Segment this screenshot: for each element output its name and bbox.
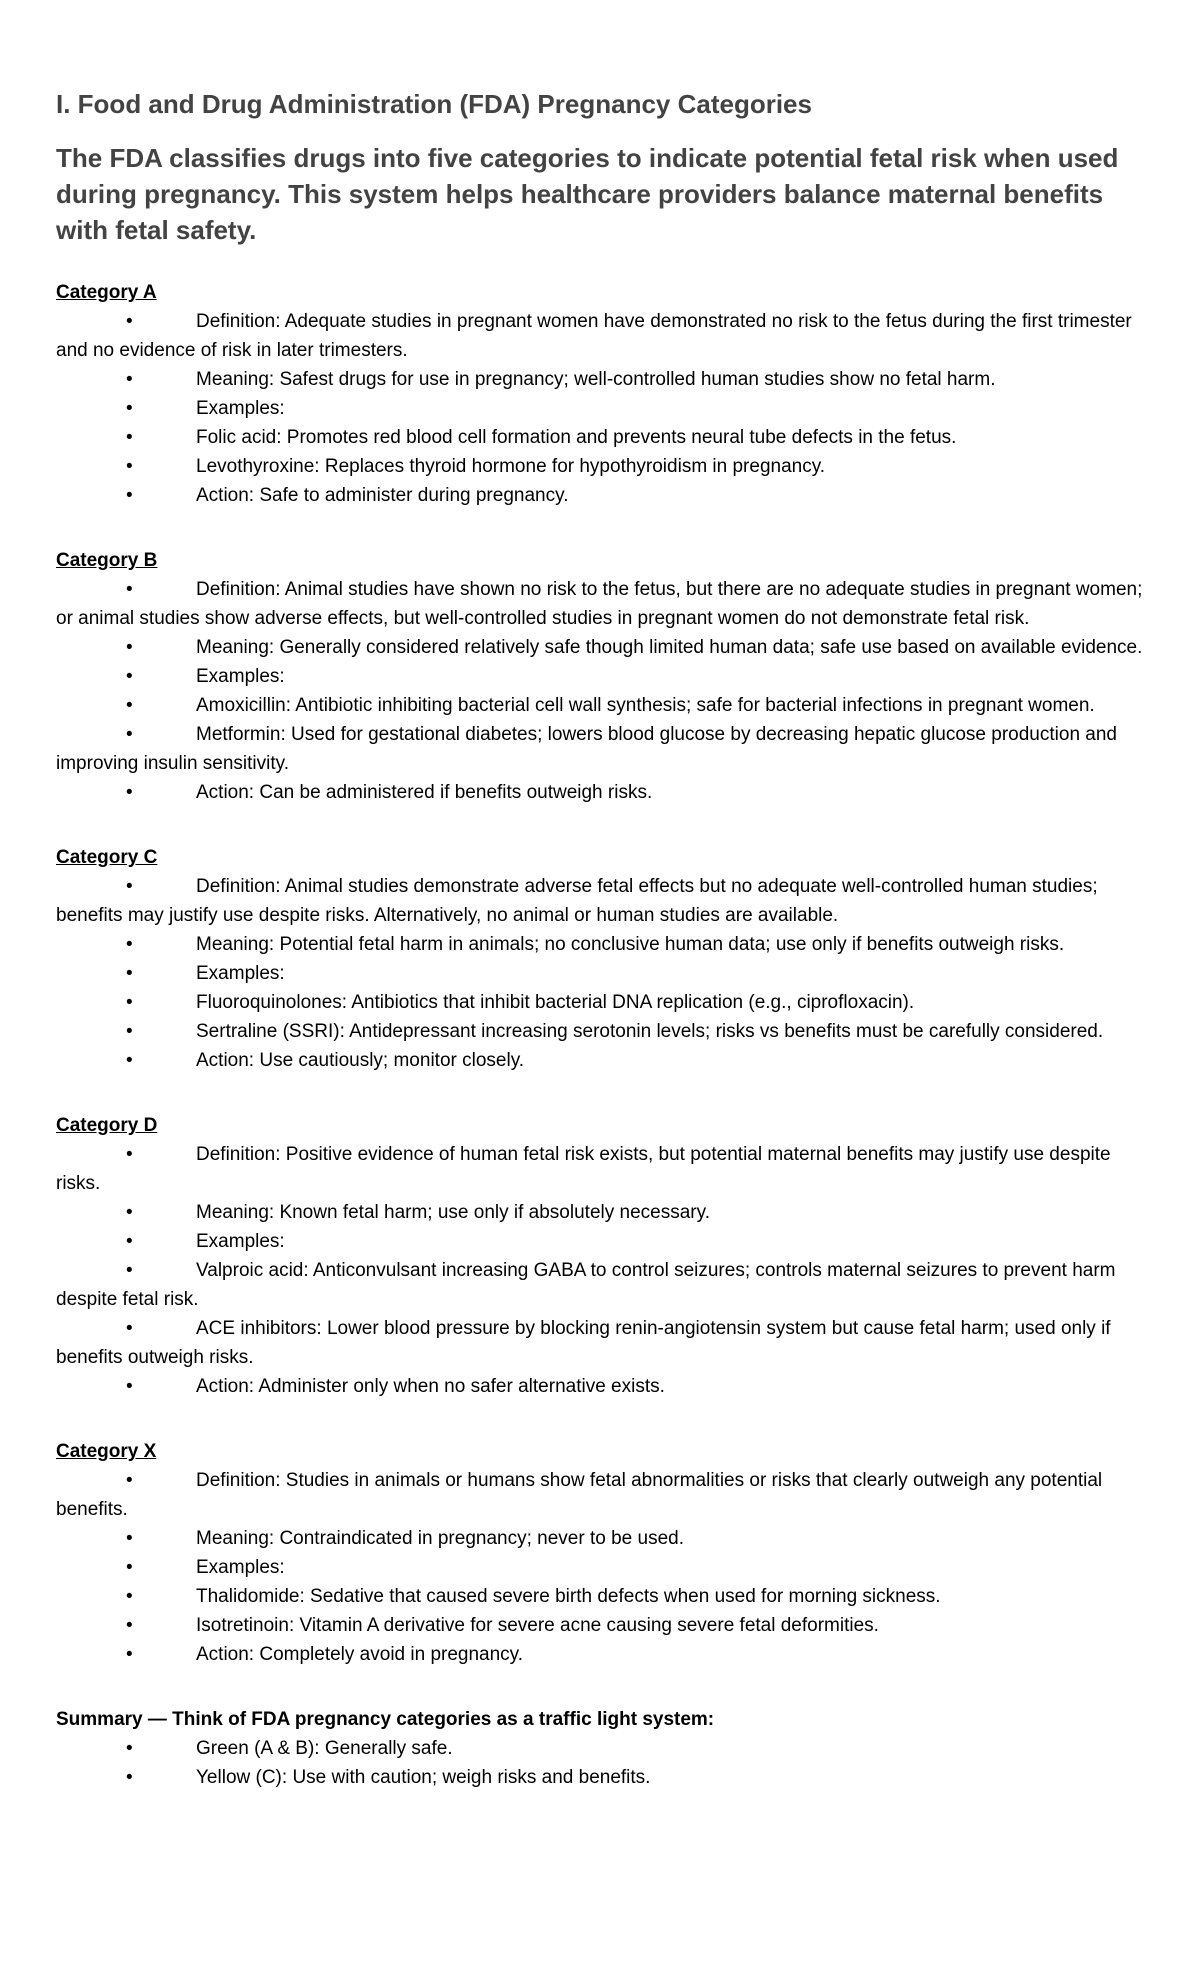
page-title: I. Food and Drug Administration (FDA) Pregnancy Categories — [56, 89, 812, 119]
bullet-icon: • — [126, 876, 133, 897]
bullet-item — [56, 1553, 1146, 1582]
category-section — [56, 843, 1146, 1075]
bullet-item — [56, 1256, 1146, 1314]
bullet-icon: • — [126, 992, 133, 1013]
bullet-icon: • — [126, 1528, 133, 1549]
bullet-text: Definition: Studies in animals or humans show fetal abnormalities or risks that clearly outweigh any potential benefits. — [56, 1470, 1103, 1520]
bullet-icon: • — [126, 1470, 133, 1491]
bullet-text: Examples: — [196, 666, 285, 687]
bullet-item — [56, 394, 1146, 423]
bullet-icon: • — [126, 369, 133, 390]
bullet-item — [56, 720, 1146, 778]
bullet-item — [56, 575, 1146, 633]
bullet-icon: • — [126, 485, 133, 506]
bullet-text: Fluoroquinolones: Antibiotics that inhibit bacterial DNA replication (e.g., ciprofloxacin). — [196, 992, 915, 1013]
bullet-icon: • — [126, 963, 133, 984]
bullet-icon: • — [126, 1615, 133, 1636]
category-title: Category X — [56, 1441, 157, 1462]
bullet-item — [56, 1046, 1146, 1075]
bullet-text: Amoxicillin: Antibiotic inhibiting bacterial cell wall synthesis; safe for bacterial infections in pregnant women. — [196, 695, 1095, 716]
bullet-icon: • — [126, 579, 133, 600]
bullet-text: Folic acid: Promotes red blood cell formation and prevents neural tube defects in the fetus. — [196, 427, 957, 448]
bullet-item — [56, 1582, 1146, 1611]
bullet-icon: • — [126, 1021, 133, 1042]
bullet-icon: • — [126, 1557, 133, 1578]
bullet-icon: • — [126, 1260, 133, 1281]
bullet-icon: • — [126, 456, 133, 477]
bullet-text: Meaning: Contraindicated in pregnancy; never to be used. — [196, 1528, 684, 1549]
bullet-text: Action: Completely avoid in pregnancy. — [196, 1644, 524, 1665]
bullet-item — [56, 365, 1146, 394]
bullet-item — [56, 1017, 1146, 1046]
bullet-text: Action: Safe to administer during pregnancy. — [196, 485, 569, 506]
bullet-text: Action: Administer only when no safer alternative exists. — [196, 1376, 665, 1397]
bullet-icon: • — [126, 934, 133, 955]
category-section — [56, 1437, 1146, 1669]
summary-item — [56, 1763, 1146, 1792]
bullet-text: Examples: — [196, 398, 285, 419]
category-title: Category C — [56, 847, 158, 868]
bullet-item — [56, 959, 1146, 988]
bullet-text: Isotretinoin: Vitamin A derivative for severe acne causing severe fetal deformities. — [196, 1615, 879, 1636]
bullet-item — [56, 691, 1146, 720]
bullet-item — [56, 452, 1146, 481]
bullet-text: Meaning: Potential fetal harm in animals; no conclusive human data; use only if benefits outweigh risks. — [196, 934, 1065, 955]
bullet-text: Sertraline (SSRI): Antidepressant increasing serotonin levels; risks vs benefits must be carefully considered. — [196, 1021, 1104, 1042]
bullet-icon: • — [126, 1586, 133, 1607]
bullet-text: Meaning: Generally considered relatively safe though limited human data; safe use based on available evidence. — [196, 637, 1143, 658]
bullet-item — [56, 988, 1146, 1017]
bullet-icon: • — [126, 427, 133, 448]
category-title: Category A — [56, 282, 157, 303]
bullet-item — [56, 1466, 1146, 1524]
bullet-item — [56, 633, 1146, 662]
bullet-icon: • — [126, 398, 133, 419]
bullet-item — [56, 1198, 1146, 1227]
bullet-item — [56, 930, 1146, 959]
bullet-text: Meaning: Known fetal harm; use only if absolutely necessary. — [196, 1202, 710, 1223]
bullet-icon: • — [126, 1644, 133, 1665]
summary-item-text: Yellow (C): Use with caution; weigh risks and benefits. — [196, 1767, 651, 1788]
bullet-item — [56, 1314, 1146, 1372]
bullet-icon: • — [126, 637, 133, 658]
bullet-item — [56, 1227, 1146, 1256]
bullet-text: Definition: Positive evidence of human fetal risk exists, but potential maternal benefits may justify use despite risks. — [56, 1144, 1111, 1194]
bullet-item — [56, 778, 1146, 807]
bullet-icon: • — [126, 1376, 133, 1397]
category-title: Category D — [56, 1115, 158, 1136]
bullet-item — [56, 872, 1146, 930]
bullet-icon: • — [126, 1231, 133, 1252]
bullet-icon: • — [126, 1318, 133, 1339]
summary-item — [56, 1734, 1146, 1763]
category-section — [56, 546, 1146, 807]
summary-title: Summary — Think of FDA pregnancy categories as a traffic light system: — [56, 1709, 715, 1730]
bullet-item — [56, 1640, 1146, 1669]
bullet-item — [56, 1372, 1146, 1401]
bullet-text: ACE inhibitors: Lower blood pressure by blocking renin-angiotensin system but cause fetal harm; used only if benefits outweigh risks. — [56, 1318, 1111, 1368]
bullet-text: Examples: — [196, 1557, 285, 1578]
bullet-item — [56, 1524, 1146, 1553]
category-section — [56, 278, 1146, 510]
bullet-item — [56, 481, 1146, 510]
intro-paragraph: The FDA classifies drugs into five categories to indicate potential fetal risk when used during pregnancy. This system helps healthcare providers balance maternal benefits with fetal safety. — [56, 143, 1119, 245]
bullet-item — [56, 1611, 1146, 1640]
categories-list — [56, 278, 1146, 1669]
category-title: Category B — [56, 550, 158, 571]
bullet-icon: • — [126, 1738, 133, 1759]
bullet-item — [56, 423, 1146, 452]
bullet-icon: • — [126, 1144, 133, 1165]
summary-items — [56, 1734, 1146, 1792]
bullet-text: Examples: — [196, 963, 285, 984]
bullet-icon: • — [126, 695, 133, 716]
bullet-icon: • — [126, 1050, 133, 1071]
bullet-icon: • — [126, 782, 133, 803]
bullet-icon: • — [126, 1202, 133, 1223]
bullet-text: Definition: Animal studies demonstrate adverse fetal effects but no adequate well-controlled human studies; benefits may justify use despite risks. Alternatively, no animal or human studies are available. — [56, 876, 1098, 926]
bullet-text: Levothyroxine: Replaces thyroid hormone for hypothyroidism in pregnancy. — [196, 456, 826, 477]
document-content — [56, 86, 1146, 1792]
bullet-text: Definition: Animal studies have shown no risk to the fetus, but there are no adequate studies in pregnant women; or animal studies show adverse effects, but well-controlled studies in pregnant women do not demonstrate fetal risk. — [56, 579, 1143, 629]
bullet-icon: • — [126, 311, 133, 332]
bullet-icon: • — [126, 1767, 133, 1788]
bullet-text: Valproic acid: Anticonvulsant increasing GABA to control seizures; controls maternal seizures to prevent harm despite fetal risk. — [56, 1260, 1116, 1310]
bullet-icon: • — [126, 666, 133, 687]
bullet-item — [56, 1140, 1146, 1198]
bullet-text: Metformin: Used for gestational diabetes; lowers blood glucose by decreasing hepatic glucose production and improving insulin sensitivity. — [56, 724, 1117, 774]
bullet-icon: • — [126, 724, 133, 745]
bullet-text: Action: Can be administered if benefits outweigh risks. — [196, 782, 653, 803]
bullet-text: Action: Use cautiously; monitor closely. — [196, 1050, 525, 1071]
bullet-text: Examples: — [196, 1231, 285, 1252]
summary-section — [56, 1705, 1146, 1792]
summary-item-text: Green (A & B): Generally safe. — [196, 1738, 453, 1759]
bullet-text: Meaning: Safest drugs for use in pregnancy; well-controlled human studies show no fetal harm. — [196, 369, 996, 390]
bullet-item — [56, 662, 1146, 691]
bullet-text: Thalidomide: Sedative that caused severe birth defects when used for morning sickness. — [196, 1586, 941, 1607]
category-section — [56, 1111, 1146, 1401]
bullet-item — [56, 307, 1146, 365]
bullet-text: Definition: Adequate studies in pregnant women have demonstrated no risk to the fetus during the first trimester and no evidence of risk in later trimesters. — [56, 311, 1132, 361]
